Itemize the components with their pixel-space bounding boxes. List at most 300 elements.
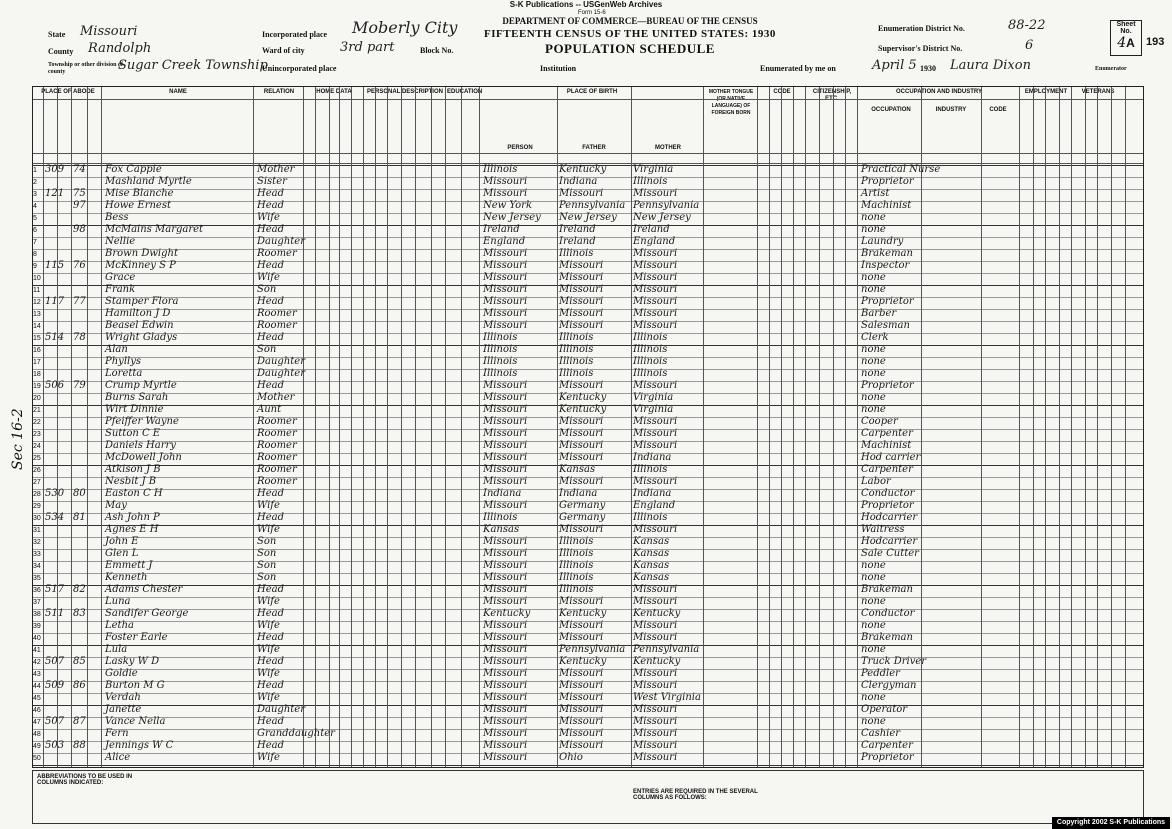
row-number: 5 — [33, 215, 37, 222]
person-name: Janette — [105, 704, 142, 715]
birthplace-mother: Missouri — [633, 440, 678, 451]
birthplace-person: Missouri — [483, 656, 528, 667]
birthplace-father: Missouri — [559, 428, 604, 439]
birthplace-mother: Illinois — [633, 176, 668, 187]
occupation: Hodcarrier — [861, 512, 918, 523]
birthplace-mother: Kansas — [633, 572, 670, 583]
birthplace-person: Missouri — [483, 416, 528, 427]
table-row — [33, 741, 1143, 753]
birthplace-person: Missouri — [483, 476, 528, 487]
row-number: 2 — [33, 179, 37, 186]
birthplace-father: Pennsylvania — [559, 200, 626, 211]
supervisor-value: 6 — [1025, 38, 1034, 53]
birthplace-father: Illinois — [559, 584, 594, 595]
birthplace-father: Illinois — [559, 536, 594, 547]
birthplace-person: England — [483, 236, 526, 247]
row-number: 23 — [33, 431, 41, 438]
person-name: Sutton C E — [105, 428, 161, 439]
relation: Head — [257, 188, 285, 199]
row-number: 33 — [33, 551, 41, 558]
footer-abbreviations — [32, 770, 1144, 824]
occupation: Operator — [861, 704, 908, 715]
birthplace-mother: Missouri — [633, 620, 678, 631]
birthplace-father: Germany — [559, 512, 606, 523]
row-number: 16 — [33, 347, 41, 354]
row-number: 29 — [33, 503, 41, 510]
section-mother-tongue: MOTHER TONGUE (OR NATIVE LANGUAGE) OF FOREIGN BORN — [708, 89, 754, 116]
relation: Head — [257, 380, 285, 391]
occupation: Barber — [861, 308, 897, 319]
relation: Wife — [257, 500, 280, 511]
person-name: Mise Blanche — [105, 188, 174, 199]
relation: Head — [257, 512, 285, 523]
occupation: Proprietor — [861, 500, 914, 511]
occupation: Artist — [861, 188, 890, 199]
relation: Wife — [257, 620, 280, 631]
relation: Son — [257, 572, 277, 583]
birthplace-father: New Jersey — [559, 212, 617, 223]
relation: Head — [257, 584, 285, 595]
enum-district-label: Enumeration District No. — [878, 24, 965, 33]
birthplace-person: Missouri — [483, 428, 528, 439]
birthplace-mother: Missouri — [633, 740, 678, 751]
census-title: FIFTEENTH CENSUS OF THE UNITED STATES: 1930 — [484, 28, 776, 40]
birthplace-mother: Missouri — [633, 380, 678, 391]
birthplace-person: Missouri — [483, 284, 528, 295]
birthplace-mother: Pennsylvania — [633, 200, 700, 211]
birthplace-person: Illinois — [483, 332, 518, 343]
birthplace-person: Missouri — [483, 536, 528, 547]
relation: Son — [257, 560, 277, 571]
family-number: 77 — [73, 296, 86, 307]
row-number: 4 — [33, 203, 37, 210]
sheet-letter: A — [1126, 36, 1135, 50]
birthplace-person: Missouri — [483, 668, 528, 679]
relation: Head — [257, 200, 285, 211]
family-number: 76 — [73, 260, 86, 271]
relation: Wife — [257, 644, 280, 655]
ward-label: Ward of city — [262, 46, 305, 55]
relation: Son — [257, 548, 277, 559]
birthplace-mother: Missouri — [633, 260, 678, 271]
relation: Head — [257, 224, 285, 235]
census-grid — [32, 86, 1144, 768]
birthplace-person: Missouri — [483, 308, 528, 319]
copyright: Copyright 2002 S-K Publications — [1052, 817, 1170, 829]
occupation: none — [861, 596, 886, 607]
dwelling-number: 503 — [45, 740, 65, 751]
row-number: 50 — [33, 755, 41, 762]
birthplace-father: Illinois — [559, 368, 594, 379]
uninc-place-label: Unincorporated place — [262, 64, 337, 73]
row-number: 8 — [33, 251, 37, 258]
row-number: 6 — [33, 227, 37, 234]
birthplace-person: Missouri — [483, 176, 528, 187]
row-number: 9 — [33, 263, 37, 270]
birthplace-person: Illinois — [483, 344, 518, 355]
person-name: Lula — [105, 644, 128, 655]
relation: Head — [257, 632, 285, 643]
section-code: CODE — [773, 89, 791, 95]
birthplace-mother: Illinois — [633, 368, 668, 379]
row-number: 18 — [33, 371, 41, 378]
family-number: 79 — [73, 380, 86, 391]
dwelling-number: 530 — [45, 488, 65, 499]
relation: Wife — [257, 692, 280, 703]
birthplace-person: Missouri — [483, 584, 528, 595]
birthplace-father: Kentucky — [559, 164, 607, 175]
relation: Sister — [257, 176, 287, 187]
occupation: Clergyman — [861, 680, 917, 691]
birthplace-father: Missouri — [559, 704, 604, 715]
occupation: Conductor — [861, 488, 915, 499]
person-name: Atkison J B — [105, 464, 161, 475]
section-citizenship: CITIZENSHIP, ETC. — [812, 89, 852, 102]
dwelling-number: 507 — [45, 716, 65, 727]
dwelling-number: 121 — [45, 188, 65, 199]
relation: Wife — [257, 272, 280, 283]
birthplace-father: Kansas — [559, 464, 596, 475]
birthplace-mother: Missouri — [633, 272, 678, 283]
relation: Aunt — [257, 404, 282, 415]
occupation: Proprietor — [861, 296, 914, 307]
row-number: 10 — [33, 275, 41, 282]
occupation: Machinist — [861, 200, 912, 211]
inc-place-label: Incorporated place — [262, 30, 328, 39]
person-name: Glen L — [105, 548, 139, 559]
row-number: 28 — [33, 491, 41, 498]
relation: Roomer — [257, 452, 297, 463]
person-name: Wirt Dinnie — [105, 404, 164, 415]
person-name: Daniels Harry — [105, 440, 176, 451]
birthplace-mother: New Jersey — [633, 212, 691, 223]
enumerated-label: Enumerated by me on — [760, 64, 836, 73]
occupation: Brakeman — [861, 632, 913, 643]
occupation: Truck Driver — [861, 656, 927, 667]
family-number: 85 — [73, 656, 86, 667]
birthplace-mother: Ireland — [633, 224, 670, 235]
row-number: 17 — [33, 359, 41, 366]
occupation: Laundry — [861, 236, 904, 247]
birthplace-father: Illinois — [559, 560, 594, 571]
occupation: Cashier — [861, 728, 901, 739]
birthplace-father: Missouri — [559, 740, 604, 751]
row-number: 47 — [33, 719, 41, 726]
section-veterans: VETERANS — [1081, 89, 1115, 95]
birthplace-father: Missouri — [559, 452, 604, 463]
person-name: Loretta — [105, 368, 143, 379]
birthplace-father: Missouri — [559, 440, 604, 451]
row-number: 26 — [33, 467, 41, 474]
person-name: Agnes E H — [105, 524, 159, 535]
occupation: Practical Nurse — [861, 164, 941, 175]
relation: Daughter — [257, 704, 305, 715]
birthplace-person: Illinois — [483, 368, 518, 379]
birthplace-person: Missouri — [483, 632, 528, 643]
row-number: 49 — [33, 743, 41, 750]
ward-value: 3rd part — [340, 40, 395, 55]
family-number: 83 — [73, 608, 86, 619]
dwelling-number: 115 — [45, 260, 65, 271]
birthplace-father: Illinois — [559, 548, 594, 559]
section-place-of-birth: PLACE OF BIRTH — [566, 89, 618, 95]
person-name: Grace — [105, 272, 136, 283]
birthplace-person: New Jersey — [483, 212, 541, 223]
enumerator-name: Laura Dixon — [950, 58, 1031, 73]
birthplace-father: Missouri — [559, 716, 604, 727]
person-name: Brown Dwight — [105, 248, 178, 259]
birthplace-father: Illinois — [559, 356, 594, 367]
birthplace-father: Kentucky — [559, 608, 607, 619]
birthplace-person: Missouri — [483, 296, 528, 307]
birthplace-father: Missouri — [559, 296, 604, 307]
birthplace-person: Missouri — [483, 560, 528, 571]
occupation: Clerk — [861, 332, 889, 343]
family-number: 87 — [73, 716, 86, 727]
sheet-box — [1110, 20, 1142, 56]
row-number: 7 — [33, 239, 37, 246]
person-name: McDowell John — [105, 452, 182, 463]
occupation: none — [861, 692, 886, 703]
birthplace-person: Missouri — [483, 680, 528, 691]
birthplace-father: Missouri — [559, 668, 604, 679]
occupation: Labor — [861, 476, 891, 487]
birthplace-mother: West Virginia — [633, 692, 701, 703]
birthplace-person: Missouri — [483, 320, 528, 331]
relation: Head — [257, 680, 285, 691]
birthplace-father: Missouri — [559, 680, 604, 691]
county-value: Randolph — [88, 41, 152, 56]
occupation: Proprietor — [861, 380, 914, 391]
occupation: Peddler — [861, 668, 900, 679]
institution-label: Institution — [540, 64, 577, 73]
row-number: 43 — [33, 671, 41, 678]
section-home-data: HOME DATA — [316, 89, 352, 95]
section-personal-description: PERSONAL DESCRIPTION — [367, 89, 443, 95]
person-name: Nellie — [105, 236, 136, 247]
relation: Head — [257, 260, 285, 271]
relation: Head — [257, 332, 285, 343]
birthplace-father: Germany — [559, 500, 606, 511]
birthplace-father: Missouri — [559, 524, 604, 535]
occupation: Inspector — [861, 260, 910, 271]
family-number: 88 — [73, 740, 86, 751]
row-number: 34 — [33, 563, 41, 570]
birthplace-person: Missouri — [483, 380, 528, 391]
birthplace-mother: Virginia — [633, 404, 674, 415]
person-name: Wright Gladys — [105, 332, 178, 343]
birthplace-mother: Missouri — [633, 296, 678, 307]
state-label: State — [48, 30, 66, 39]
relation: Granddaughter — [257, 728, 335, 739]
birthplace-person: Missouri — [483, 440, 528, 451]
relation: Roomer — [257, 464, 297, 475]
person-name: Lasky W D — [105, 656, 160, 667]
row-number: 44 — [33, 683, 41, 690]
birthplace-father: Kentucky — [559, 404, 607, 415]
person-name: Ash John P — [105, 512, 160, 523]
row-number: 40 — [33, 635, 41, 642]
form-number: Form 15-6 — [578, 10, 606, 16]
person-name: John E — [105, 536, 139, 547]
occupation: Machinist — [861, 440, 912, 451]
relation: Roomer — [257, 248, 297, 259]
person-name: Kenneth — [105, 572, 148, 583]
row-number: 3 — [33, 191, 37, 198]
page-number: 193 — [1146, 36, 1165, 48]
row-rule — [33, 765, 1143, 766]
birthplace-mother: Missouri — [633, 668, 678, 679]
person-name: Emmett J — [105, 560, 153, 571]
occ-occupation-head: OCCUPATION — [871, 107, 911, 113]
person-name: Stamper Flora — [105, 296, 179, 307]
occupation: none — [861, 284, 886, 295]
birthplace-father: Missouri — [559, 476, 604, 487]
person-name: Vance Nella — [105, 716, 166, 727]
section-name: NAME — [169, 89, 187, 95]
birthplace-father: Kentucky — [559, 392, 607, 403]
relation: Wife — [257, 752, 280, 763]
birthplace-mother: Virginia — [633, 392, 674, 403]
birthplace-mother: Indiana — [633, 452, 672, 463]
occupation: Proprietor — [861, 752, 914, 763]
row-number: 19 — [33, 383, 41, 390]
birthplace-person: Illinois — [483, 512, 518, 523]
row-number: 14 — [33, 323, 41, 330]
relation: Son — [257, 344, 277, 355]
birthplace-person: Missouri — [483, 464, 528, 475]
birthplace-mother: Kansas — [633, 548, 670, 559]
birthplace-mother: Virginia — [633, 164, 674, 175]
occupation: none — [861, 620, 886, 631]
occupation: none — [861, 212, 886, 223]
person-name: Nesbit J B — [105, 476, 157, 487]
birthplace-father: Missouri — [559, 620, 604, 631]
birthplace-mother: Missouri — [633, 320, 678, 331]
person-name: Easton C H — [105, 488, 163, 499]
occupation: none — [861, 716, 886, 727]
birthplace-mother: Missouri — [633, 716, 678, 727]
relation: Wife — [257, 668, 280, 679]
relation: Mother — [257, 392, 295, 403]
relation: Head — [257, 296, 285, 307]
relation: Daughter — [257, 356, 305, 367]
relation: Head — [257, 656, 285, 667]
row-number: 32 — [33, 539, 41, 546]
birthplace-father: Missouri — [559, 416, 604, 427]
occupation: Carpenter — [861, 740, 913, 751]
dwelling-number: 534 — [45, 512, 65, 523]
township-value: Sugar Creek Township — [118, 58, 268, 73]
occupation: none — [861, 392, 886, 403]
birthplace-mother: England — [633, 500, 676, 511]
birthplace-mother: Missouri — [633, 752, 678, 763]
occupation: none — [861, 644, 886, 655]
row-number: 20 — [33, 395, 41, 402]
person-name: Crump Myrtle — [105, 380, 177, 391]
birthplace-father: Ireland — [559, 236, 596, 247]
relation: Roomer — [257, 308, 297, 319]
dwelling-number: 506 — [45, 380, 65, 391]
person-name: Phyllys — [105, 356, 141, 367]
row-number: 1 — [33, 167, 37, 174]
birthplace-person: Missouri — [483, 500, 528, 511]
relation: Daughter — [257, 368, 305, 379]
inc-place-value: Moberly City — [352, 18, 458, 37]
row-number: 22 — [33, 419, 41, 426]
person-name: Pfeiffer Wayne — [105, 416, 179, 427]
header-rule — [33, 99, 1143, 100]
row-number: 45 — [33, 695, 41, 702]
occupation: Salesman — [861, 320, 910, 331]
dwelling-number: 511 — [45, 608, 65, 619]
person-name: Burns Sarah — [105, 392, 169, 403]
section-employment: EMPLOYMENT — [1024, 89, 1068, 95]
occupation: Conductor — [861, 608, 915, 619]
birthplace-mother: Missouri — [633, 416, 678, 427]
row-number: 25 — [33, 455, 41, 462]
family-number: 80 — [73, 488, 86, 499]
block-label: Block No. — [420, 46, 454, 55]
birthplace-father: Missouri — [559, 272, 604, 283]
family-number: 86 — [73, 680, 86, 691]
birthplace-mother: Kentucky — [633, 656, 681, 667]
birthplace-father: Illinois — [559, 344, 594, 355]
birthplace-father: Missouri — [559, 596, 604, 607]
birthplace-person: Illinois — [483, 356, 518, 367]
birthplace-person: Missouri — [483, 620, 528, 631]
birthplace-person: Missouri — [483, 728, 528, 739]
person-name: Mashland Myrtle — [105, 176, 192, 187]
birthplace-mother: Missouri — [633, 284, 678, 295]
family-number: 81 — [73, 512, 86, 523]
birthplace-mother: Missouri — [633, 524, 678, 535]
birthplace-mother: Indiana — [633, 488, 672, 499]
birthplace-person: Ireland — [483, 224, 520, 235]
row-number: 27 — [33, 479, 41, 486]
birthplace-mother: Kansas — [633, 536, 670, 547]
sheet-number: 4 — [1117, 35, 1127, 51]
birthplace-mother: Pennsylvania — [633, 644, 700, 655]
row-number: 24 — [33, 443, 41, 450]
row-number: 48 — [33, 731, 41, 738]
person-name: Sandifer George — [105, 608, 189, 619]
birthplace-father: Missouri — [559, 632, 604, 643]
person-name: Bess — [105, 212, 129, 223]
birthplace-mother: Missouri — [633, 308, 678, 319]
person-name: Hamilton J D — [105, 308, 171, 319]
relation: Mother — [257, 164, 295, 175]
relation: Head — [257, 608, 285, 619]
section-education: EDUCATION — [447, 89, 483, 95]
person-name: Alice — [105, 752, 131, 763]
relation: Wife — [257, 596, 280, 607]
relation: Head — [257, 488, 285, 499]
section-relation: RELATION — [263, 89, 295, 95]
family-number: 82 — [73, 584, 86, 595]
birthplace-person: Missouri — [483, 248, 528, 259]
occupation: Sale Cutter — [861, 548, 919, 559]
birth-person-head: PERSON — [507, 145, 533, 151]
occupation: none — [861, 272, 886, 283]
birthplace-father: Missouri — [559, 692, 604, 703]
person-name: Alan — [105, 344, 128, 355]
birthplace-person: Indiana — [483, 488, 522, 499]
table-row — [33, 753, 1143, 765]
relation: Daughter — [257, 236, 305, 247]
section-place-of-abode: PLACE OF ABODE — [41, 89, 95, 95]
row-number: 37 — [33, 599, 41, 606]
